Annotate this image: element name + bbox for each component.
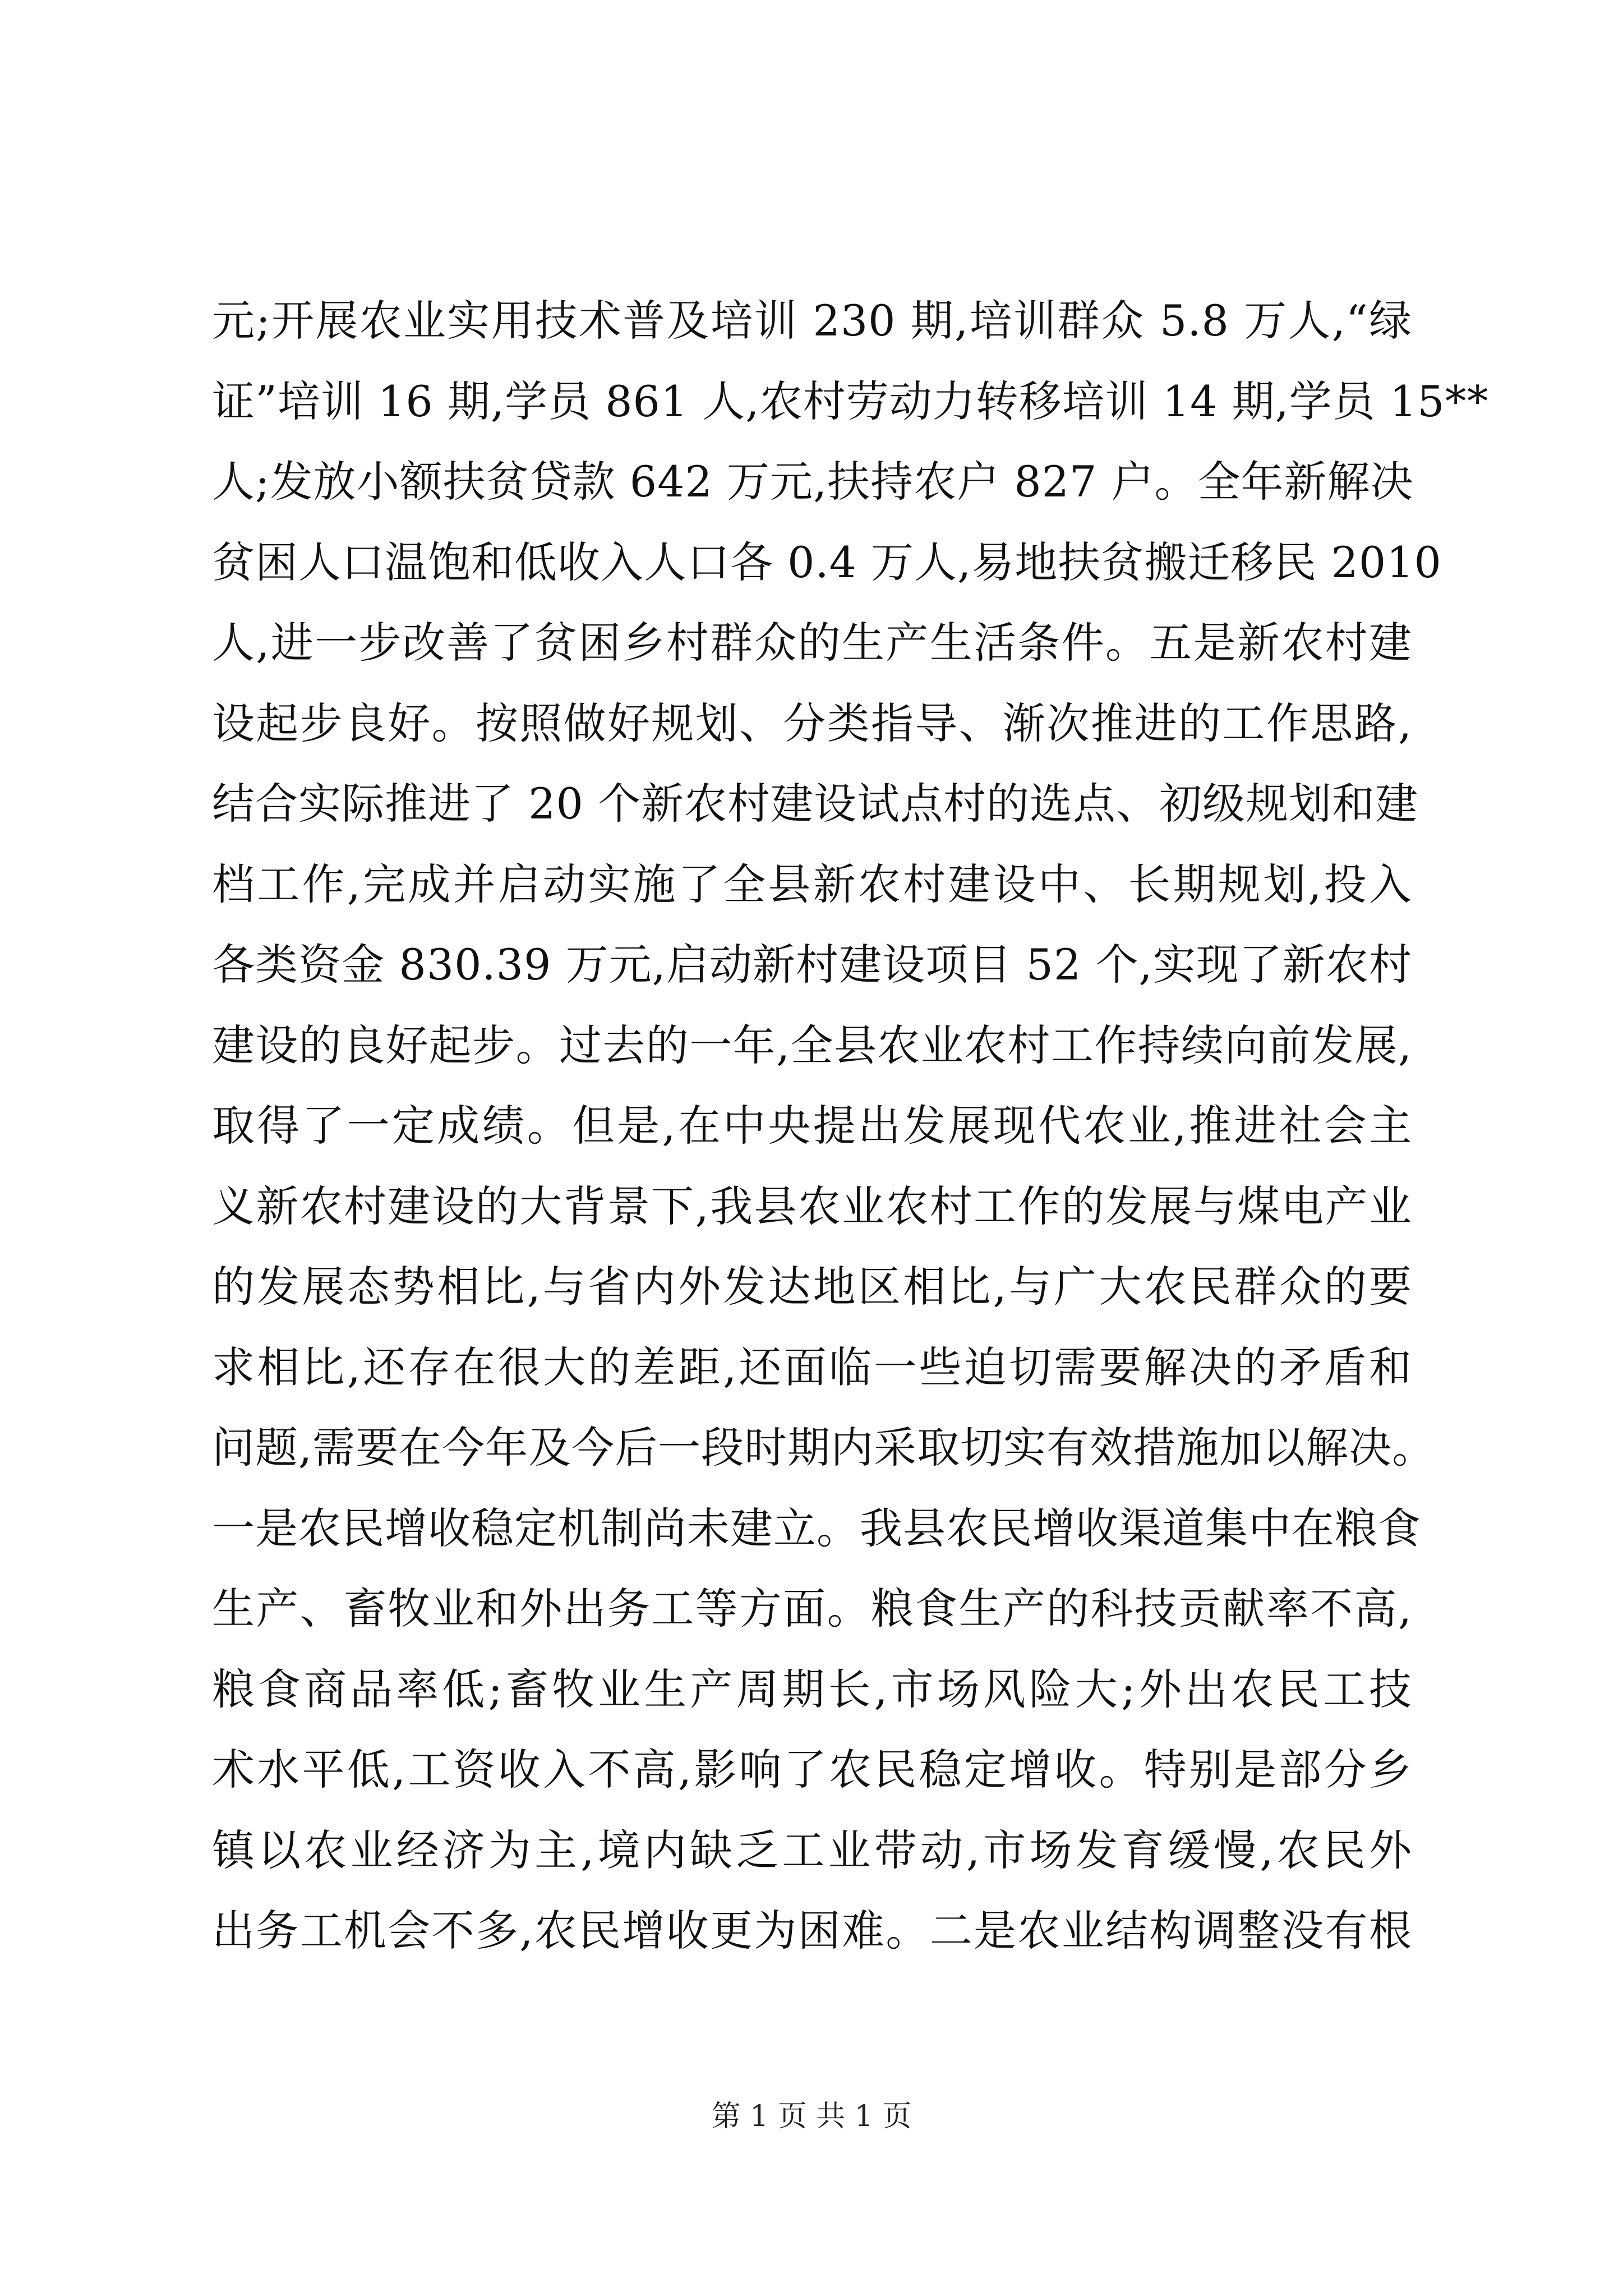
text-line: 建设的良好起步。过去的一年,全县农业农村工作持续向前发展, xyxy=(212,1020,1412,1070)
text-line: 出务工机会不多,农民增收更为困难。二是农业结构调整没有根 xyxy=(212,1906,1412,1955)
text-line: 人;发放小额扶贫贷款 642 万元,扶持农户 827 户。全年新解决 xyxy=(212,457,1414,507)
text-line: 结合实际推进了 20 个新农村建设试点村的选点、初级规划和建 xyxy=(212,779,1419,829)
text-line: 贫困人口温饱和低收入人口各 0.4 万人,易地扶贫搬迁移民 2010 xyxy=(212,537,1442,587)
text-line: 术水平低,工资收入不高,影响了农民稳定增收。特别是部分乡 xyxy=(212,1745,1412,1795)
text-line: 求相比,还存在很大的差距,还面临一些迫切需要解决的矛盾和 xyxy=(212,1342,1412,1392)
text-line: 生产、畜牧业和外出务工等方面。粮食生产的科技贡献率不高, xyxy=(212,1584,1412,1634)
text-line: 的发展态势相比,与省内外发达地区相比,与广大农民群众的要 xyxy=(212,1262,1412,1312)
text-line: 粮食商品率低;畜牧业生产周期长,市场风险大;外出农民工技 xyxy=(212,1664,1412,1714)
page-number-footer: 第 1 页 共 1 页 xyxy=(711,2100,912,2133)
text-line: 取得了一定成绩。但是,在中央提出发展现代农业,推进社会主 xyxy=(212,1101,1412,1151)
text-line: 镇以农业经济为主,境内缺乏工业带动,市场发育缓慢,农民外 xyxy=(212,1825,1412,1875)
text-line: 证”培训 16 期,学员 861 人,农村劳动力转移培训 14 期,学员 15** xyxy=(212,376,1489,426)
text-line: 问题,需要在今年及今后一段时期内采取切实有效措施加以解决。 xyxy=(212,1423,1436,1473)
text-line: 各类资金 830.39 万元,启动新村建设项目 52 个,实现了新农村 xyxy=(212,940,1412,990)
text-line: 一是农民增收稳定机制尚未建立。我县农民增收渠道集中在粮食 xyxy=(212,1503,1421,1553)
text-line: 设起步良好。按照做好规划、分类指导、渐次推进的工作思路, xyxy=(212,698,1412,748)
text-line: 人,进一步改善了贫困乡村群众的生产生活条件。五是新农村建 xyxy=(212,618,1412,668)
body-text xyxy=(212,280,1489,1971)
text-line: 档工作,完成并启动实施了全县新农村建设中、长期规划,投入 xyxy=(212,859,1412,909)
text-line: 元;开展农业实用技术普及培训 230 期,培训群众 5.8 万人,“绿 xyxy=(212,296,1412,346)
text-line: 义新农村建设的大背景下,我县农业农村工作的发展与煤电产业 xyxy=(212,1181,1412,1231)
